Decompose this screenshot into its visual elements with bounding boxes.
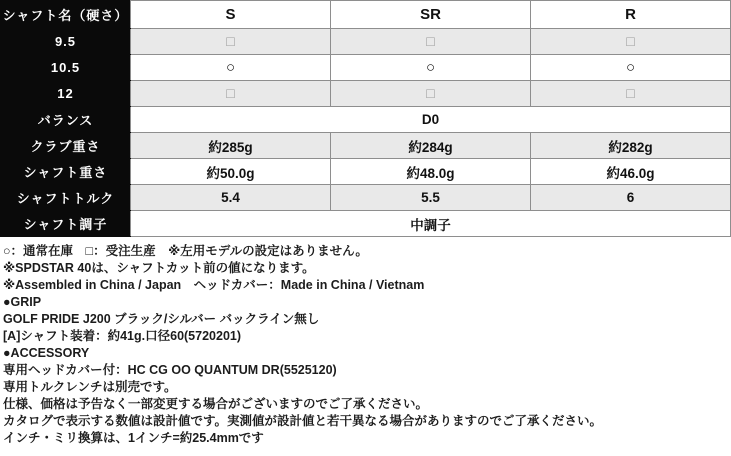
circle-stock-icon: ○ xyxy=(425,59,436,76)
header-flex-sr: SR xyxy=(331,1,531,29)
checkbox-square-icon: □ xyxy=(426,33,435,49)
table-row-shaft-torque xyxy=(1,185,731,211)
cell-club-weight-sr: 約284g xyxy=(331,133,531,159)
cell-9-5-s xyxy=(131,29,331,55)
accessory-headcover: 専用ヘッドカバー付：HC CG OO QUANTUM DR(5525120) xyxy=(3,363,337,377)
note-legend: ○：通常在庫 □：受注生産 ※左用モデルの設定はありません。 xyxy=(3,244,368,258)
table-row-shaft-weight xyxy=(1,159,731,185)
grip-shaft-line: [A]シャフト装着：約41g.口径60(5720201) xyxy=(3,329,242,343)
checkbox-square-icon: □ xyxy=(426,85,435,101)
row-label-shaft-kickpoint: シャフト調子 xyxy=(1,211,131,237)
cell-10-5-s xyxy=(131,55,331,81)
row-label-shaft-torque: シャフトトルク xyxy=(1,185,131,211)
accessory-heading: ●ACCESSORY xyxy=(3,346,90,360)
note-assembled: ※Assembled in China / Japan ヘッドカバー：Made in China / Vietnam xyxy=(3,278,425,292)
checkbox-square-icon: □ xyxy=(226,85,235,101)
header-shaft-name: シャフト名（硬さ） xyxy=(1,1,131,29)
row-label-loft-12: 12 xyxy=(1,81,131,107)
grip-heading: ●GRIP xyxy=(3,295,42,309)
cell-12-r xyxy=(531,81,731,107)
cell-shaft-torque-sr: 5.5 xyxy=(331,185,531,211)
accessory-wrench: 専用トルクレンチは別売です。 xyxy=(3,380,177,394)
cell-10-5-sr xyxy=(331,55,531,81)
circle-stock-icon: ○ xyxy=(625,59,636,76)
table-row-header xyxy=(1,1,731,29)
row-label-club-weight: クラブ重さ xyxy=(1,133,131,159)
cell-9-5-r xyxy=(531,29,731,55)
cell-shaft-weight-s: 約50.0g xyxy=(131,159,331,185)
cell-balance-value: D0 xyxy=(131,107,731,133)
table-row-balance xyxy=(1,107,731,133)
cell-shaft-kickpoint-value: 中調子 xyxy=(131,211,731,237)
header-flex-s: S xyxy=(131,1,331,29)
cell-9-5-sr xyxy=(331,29,531,55)
cell-12-s xyxy=(131,81,331,107)
table-row-loft-10-5 xyxy=(1,55,731,81)
checkbox-square-icon: □ xyxy=(626,33,635,49)
table-row-loft-9-5 xyxy=(1,29,731,55)
cell-shaft-torque-r: 6 xyxy=(531,185,731,211)
cell-12-sr xyxy=(331,81,531,107)
row-label-loft-9-5: 9.5 xyxy=(1,29,131,55)
checkbox-square-icon: □ xyxy=(226,33,235,49)
note-spdstar: ※SPDSTAR 40は、シャフトカット前の値になります。 xyxy=(3,261,315,275)
grip-spec-line: GOLF PRIDE J200 ブラック/シルバー バックライン無し xyxy=(3,312,320,326)
table-row-club-weight xyxy=(1,133,731,159)
cell-shaft-torque-s: 5.4 xyxy=(131,185,331,211)
cell-shaft-weight-sr: 約48.0g xyxy=(331,159,531,185)
disclaimer-spec-change: 仕様、価格は予告なく一部変更する場合がございますのでご了承ください。 xyxy=(3,397,429,411)
cell-shaft-weight-r: 約46.0g xyxy=(531,159,731,185)
inch-mm-conversion: インチ・ミリ換算は、1インチ=約25.4mmです xyxy=(3,431,264,445)
footnotes xyxy=(0,243,731,447)
cell-club-weight-s: 約285g xyxy=(131,133,331,159)
row-label-shaft-weight: シャフト重さ xyxy=(1,159,131,185)
header-flex-r: R xyxy=(531,1,731,29)
row-label-loft-10-5: 10.5 xyxy=(1,55,131,81)
table-row-loft-12 xyxy=(1,81,731,107)
cell-10-5-r xyxy=(531,55,731,81)
cell-club-weight-r: 約282g xyxy=(531,133,731,159)
disclaimer-catalog: カタログで表示する数値は設計値です。実測値が設計値と若干異なる場合がありますのでご了承ください。 xyxy=(3,414,603,428)
circle-stock-icon: ○ xyxy=(225,59,236,76)
row-label-balance: バランス xyxy=(1,107,131,133)
table-row-shaft-kickpoint xyxy=(1,211,731,237)
checkbox-square-icon: □ xyxy=(626,85,635,101)
